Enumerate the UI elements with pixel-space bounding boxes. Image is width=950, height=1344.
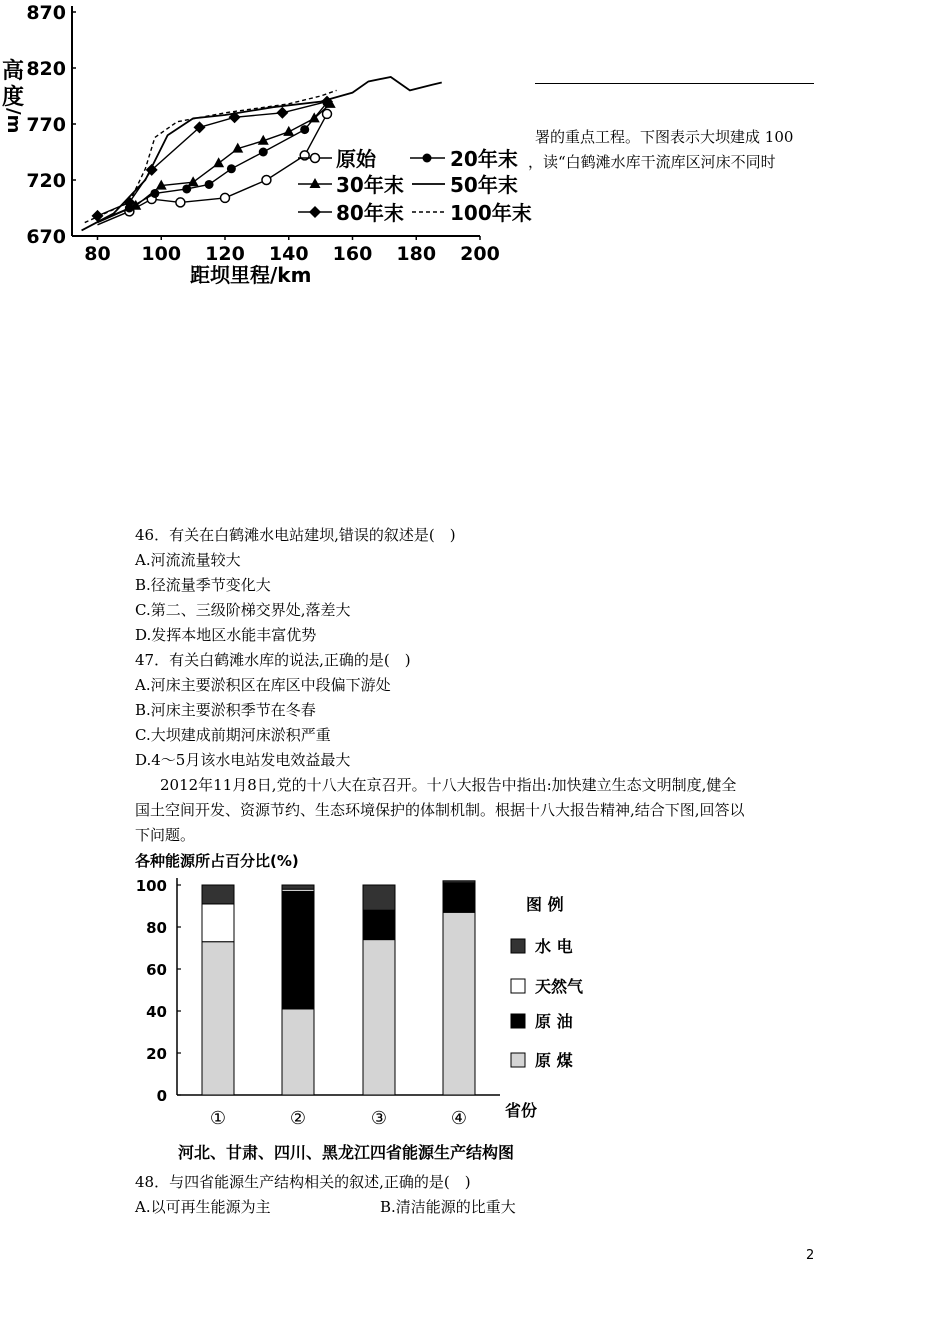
bar-y-tick-label: 40 xyxy=(146,1003,167,1021)
q48-option-b: B.清洁能源的比重大 xyxy=(380,1198,516,1216)
bar-y-tick-label: 60 xyxy=(146,961,167,979)
y-axis-title-char: 度 xyxy=(2,85,25,110)
series-point xyxy=(323,109,332,118)
q47-stem: 47．有关白鹤滩水库的说法,正确的是( ) xyxy=(135,651,411,669)
bar-y-tick-label: 20 xyxy=(146,1045,167,1063)
bar-segment xyxy=(202,942,234,1095)
bar-y-tick-label: 0 xyxy=(156,1087,167,1105)
x-axis-title: 距坝里程/km xyxy=(190,263,312,287)
bar-x-tick-label: ② xyxy=(289,1108,307,1129)
x-tick-label: 140 xyxy=(268,243,309,265)
bar-segment xyxy=(282,891,314,1009)
bar-segment xyxy=(363,910,395,939)
series-point xyxy=(276,107,288,119)
q46-option-b: B.径流量季节变化大 xyxy=(135,576,271,594)
legend-swatch-coal xyxy=(511,1053,525,1067)
passage-line-3: 下问题。 xyxy=(135,826,196,844)
bar-legend-title: 图 例 xyxy=(526,895,564,914)
q48-option-a: A.以可再生能源为主 xyxy=(135,1198,271,1216)
legend-30y: 30年末 xyxy=(336,173,404,197)
intro-fragment-2: ，读“白鹤滩水库干流库区河床不同时 xyxy=(528,153,776,171)
bar-segment xyxy=(282,885,314,889)
q48-stem: 48．与四省能源生产结构相关的叙述,正确的是( ) xyxy=(135,1173,471,1191)
q47-option-c: C.大坝建成前期河床淤积严重 xyxy=(135,726,331,744)
series-point xyxy=(221,193,230,202)
x-tick-label: 180 xyxy=(396,243,437,265)
y-axis-title-unit: /m xyxy=(3,108,24,134)
bar-x-tick-label: ③ xyxy=(370,1108,388,1129)
bar-y-tick-label: 80 xyxy=(146,919,167,937)
x-tick-label: 80 xyxy=(84,243,111,265)
bar-chart-legend xyxy=(511,895,584,1070)
x-tick-label: 160 xyxy=(332,243,373,265)
passage-line-2: 国土空间开发、资源节约、生态环境保护的体制机制。根据十八大报告精神,结合下图,回答以 xyxy=(135,801,745,819)
q46-option-a: A.河流流量较大 xyxy=(135,551,241,569)
y-tick-label: 670 xyxy=(26,226,66,248)
bar-segment xyxy=(363,885,395,910)
series-point xyxy=(259,148,268,157)
series-point xyxy=(205,180,214,189)
y-tick-label: 770 xyxy=(26,114,66,136)
y-tick-label: 720 xyxy=(26,170,66,192)
bar-segment xyxy=(282,1009,314,1095)
y-tick-label: 870 xyxy=(26,2,66,24)
bar-y-tick-label: 100 xyxy=(135,877,167,895)
series-point xyxy=(176,198,185,207)
header-rule xyxy=(535,83,814,84)
x-tick-label: 100 xyxy=(141,243,182,265)
y-tick-label: 820 xyxy=(26,58,66,80)
legend-50y: 50年末 xyxy=(450,173,518,197)
legend-100y: 100年末 xyxy=(450,201,532,225)
q47-option-a: A.河床主要淤积区在库区中段偏下游处 xyxy=(135,676,391,694)
bar-x-title: 省份 xyxy=(505,1101,538,1120)
legend-oil: 原 油 xyxy=(535,1012,573,1031)
bar-x-tick-label: ① xyxy=(209,1108,227,1129)
legend-swatch-oil xyxy=(511,1014,525,1028)
page-number: 2 xyxy=(806,1248,815,1263)
series-point xyxy=(300,125,309,134)
bar-segment xyxy=(443,881,475,883)
series-point xyxy=(283,126,294,136)
bar-segment xyxy=(202,885,234,904)
series-point xyxy=(188,176,199,186)
legend-80y: 80年末 xyxy=(336,201,404,225)
legend-swatch-gas xyxy=(511,979,525,993)
q47-option-d: D.4～5月该水电站发电效益最大 xyxy=(135,751,351,769)
legend-original: 原始 xyxy=(336,147,376,171)
q46-option-c: C.第二、三级阶梯交界处,落差大 xyxy=(135,601,351,619)
bar-segment xyxy=(202,904,234,942)
intro-fragment-1: 署的重点工程。下图表示大坝建成 100 xyxy=(535,128,794,146)
bar-segment xyxy=(363,940,395,1095)
energy-bar-chart xyxy=(130,848,610,1168)
legend-hydro: 水 电 xyxy=(535,937,573,956)
x-tick-label: 120 xyxy=(205,243,245,265)
legend-swatch-hydro xyxy=(511,939,525,953)
legend-20y: 20年末 xyxy=(450,147,518,171)
q46-option-d: D.发挥本地区水能丰富优势 xyxy=(135,626,317,644)
y-axis-title-char: 高 xyxy=(2,59,25,84)
x-tick-label: 200 xyxy=(460,243,500,265)
riverbed-line-chart xyxy=(0,0,540,290)
bar-segment xyxy=(443,883,475,912)
passage-line-1: 2012年11月8日,党的十八大在京召开。十八大报告中指出:加快建立生态文明制度,健全 xyxy=(160,776,737,794)
series-point xyxy=(262,176,271,185)
series-point xyxy=(227,164,236,173)
bar-x-tick-label: ④ xyxy=(450,1108,468,1129)
bar-y-title: 各种能源所占百分比(%) xyxy=(135,852,299,870)
bar-caption: 河北、甘肃、四川、黑龙江四省能源生产结构图 xyxy=(178,1143,515,1162)
q47-option-b: B.河床主要淤积季节在冬春 xyxy=(135,701,316,719)
series-point xyxy=(213,157,224,167)
legend-gas: 天然气 xyxy=(535,977,584,996)
q46-stem: 46．有关在白鹤滩水电站建坝,错误的叙述是( ) xyxy=(135,526,456,544)
line-chart-legend xyxy=(298,147,532,225)
legend-coal: 原 煤 xyxy=(535,1051,573,1070)
bar-segment xyxy=(443,912,475,1095)
